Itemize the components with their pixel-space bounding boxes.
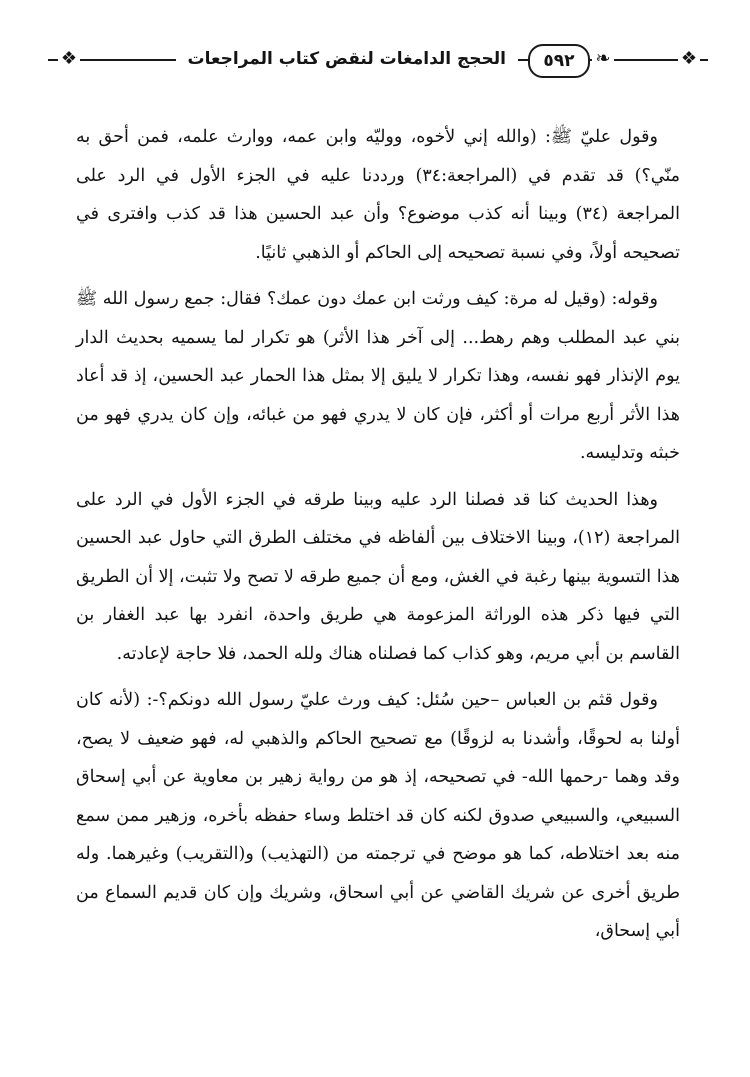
page-number: ٥٩٢ <box>528 44 590 78</box>
main-text <box>76 118 680 951</box>
ornament-left-icon: ❖ <box>58 48 80 70</box>
paragraph: وقوله: (وقيل له مرة: كيف ورثت ابن عمك دون عمك؟ فقال: جمع رسول الله ﷺ بني عبد المطلب وهم رهط... إلى آخر هذا الأثر) هو تكرار لما يسميه بحديث الدار يوم الإنذار فهو نفسه، وهذا تكرار لا يليق إلا بمثل هذا الحمار عبد الحسين، إذ قد أعاد هذا الأثر أربع مرات أو أكثر، فإن كان لا يدري فهو من غبائه، وإن كان يدري فهو من خبثه وتدليسه. <box>76 289 680 463</box>
page-header <box>48 40 708 80</box>
running-title: الحجج الدامغات لنقض كتاب المراجعات <box>176 46 518 72</box>
paragraph: وقول قثم بن العباس –حين سُئل: كيف ورث عليّ رسول الله دونكم؟-: (لأنه كان أولنا به لحوقًا، وأشدنا به لزوقًا) مع تصحيح الحاكم والذهبي له، فهو ضعيف لا يصح، وقد وهما -رحمها الله- في تصحيحه، إذ هو من رواية زهير بن معاوية عن أبي إسحاق السبيعي، والسبيعي صدوق لكنه كان قد اختلط وساء حفظه بأخره، وزهير ممن سمع منه بعد اختلاطه، كما هو موضح في ترجمته من (التهذيب) و(التقريب) وغيرهما. وله طريق أخرى عن شريك القاضي عن أبي اسحاق، وشريك وإن كان قديم السماع من أبي إسحاق، <box>76 690 680 941</box>
paragraph: وقول عليّ ﷺ: (والله إني لأخوه، ووليّه وابن عمه، ووارث علمه، فمن أحق به منّي؟) قد تقدم في (المراجعة:٣٤) ورددنا عليه في الجزء الأول في الرد على المراجعة (٣٤) وبينا أنه كذب موضوع؟ وأن عبد الحسين هذا قد كذب وافترى في تصحيحه أولاً، وفي نسبة تصحيحه إلى الحاكم أو الذهبي ثانيًا. <box>76 127 680 263</box>
paragraph: وهذا الحديث كنا قد فصلنا الرد عليه وبينا طرقه في الجزء الأول في الرد على المراجعة (١٢)، وبينا الاختلاف بين ألفاظه في مختلف الطرق التي حاول عبد الحسين هذا التسوية بينها رغبة في الغش، ومع أن جميع طرقه لا تصح ولا تثبت، إلا أن الطريق التي فيها ذكر هذه الوراثة المزعومة هي طريق واحدة، انفرد بها عبد الغفار بن القاسم بن أبي مريم، وهو كذاب كما فصلناه هناك ولله الحمد، فلا حاجة لإعادته. <box>76 489 680 664</box>
ornament-right-icon: ❖ <box>678 48 700 70</box>
ornament-mid-icon: ❧ <box>592 48 614 70</box>
